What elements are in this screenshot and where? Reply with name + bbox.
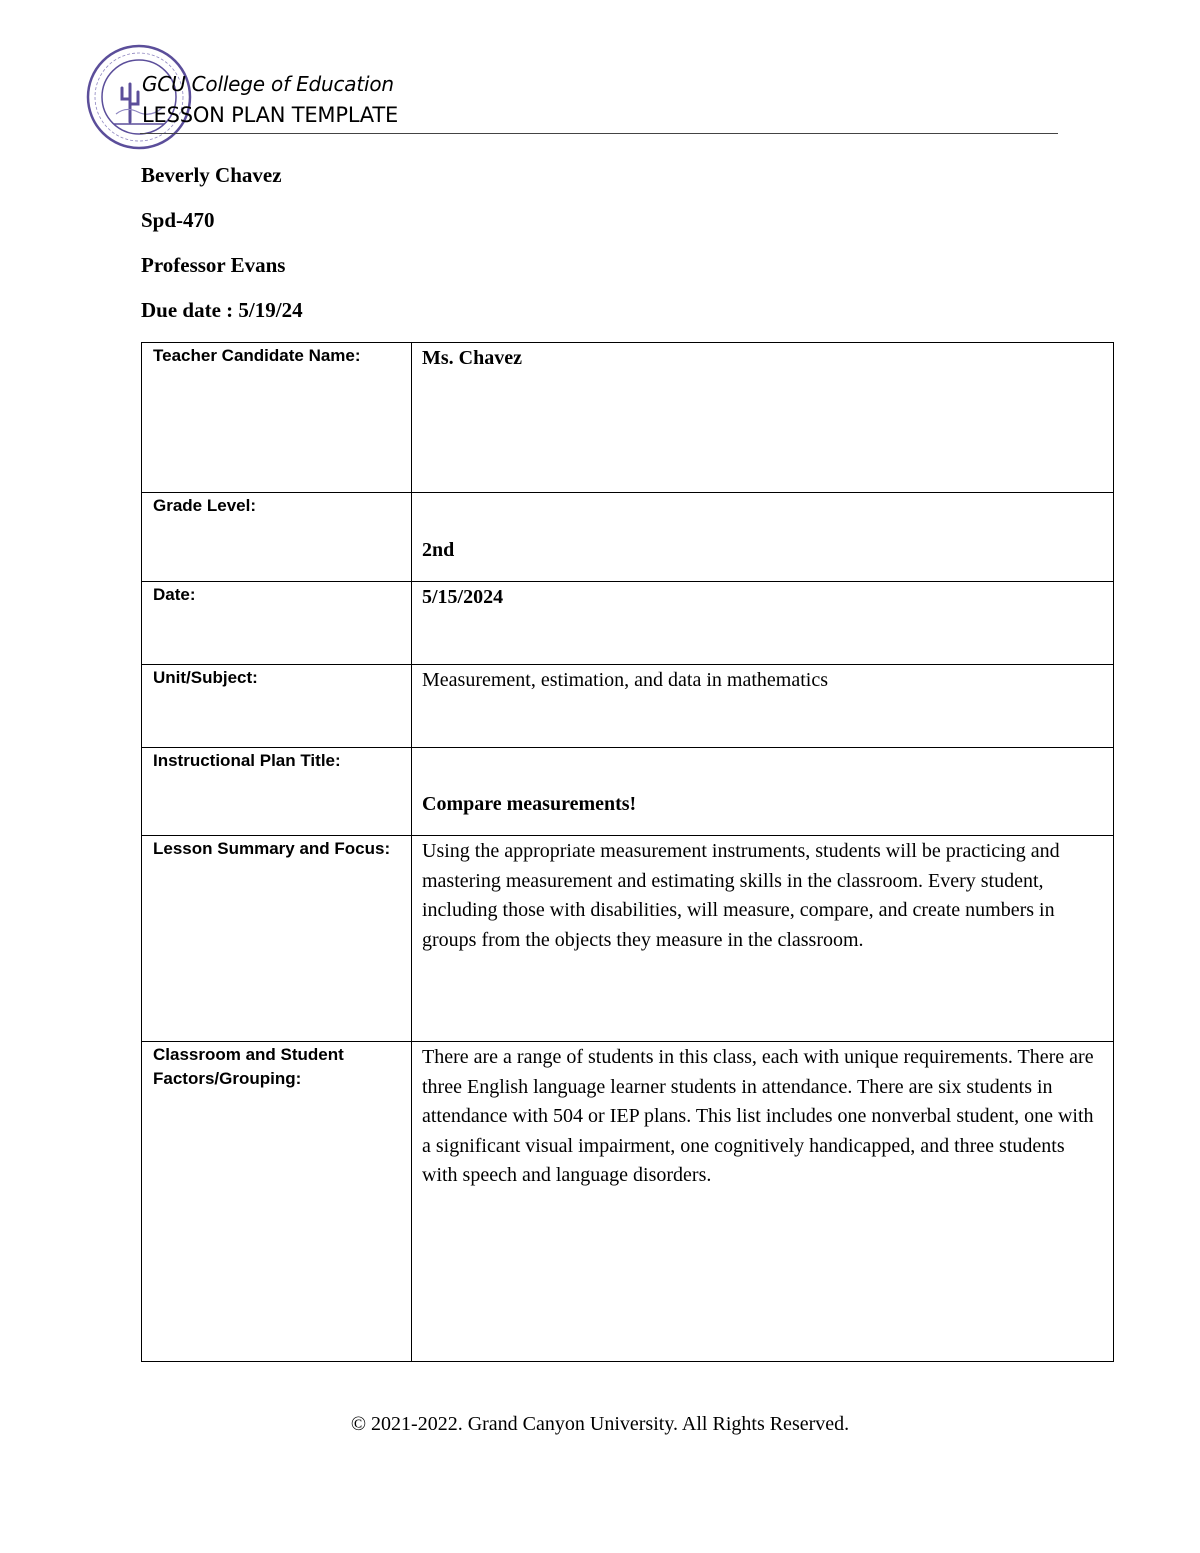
row-value: 2nd [412, 493, 1114, 582]
table-row [142, 836, 1114, 1042]
table-row [142, 493, 1114, 582]
row-label: Classroom and Student Factors/Grouping: [142, 1042, 412, 1362]
header-divider [140, 133, 1058, 134]
table-row [142, 665, 1114, 748]
university-seal-icon [86, 44, 192, 150]
row-label: Date: [142, 582, 412, 665]
row-label: Teacher Candidate Name: [142, 343, 412, 493]
row-label: Instructional Plan Title: [142, 748, 412, 836]
org-name: GCU College of Education [142, 72, 394, 96]
row-value: There are a range of students in this class, each with unique requirements. There are three English language learner students in attendance. There are six students in attendance with 504 or IEP plans. This list includes one nonverbal student, one with a significant visual impairment, one cognitively handicapped, and three students with speech and language disorders. [412, 1042, 1114, 1362]
due-date: Due date : 5/19/24 [141, 298, 303, 322]
table-row [142, 582, 1114, 665]
course-code: Spd-470 [141, 208, 215, 232]
row-value: Ms. Chavez [412, 343, 1114, 493]
lesson-plan-table [141, 342, 1114, 1362]
student-name: Beverly Chavez [141, 163, 282, 187]
document-title: LESSON PLAN TEMPLATE [142, 103, 399, 127]
table-row [142, 343, 1114, 493]
row-value: 5/15/2024 [412, 582, 1114, 665]
row-label: Grade Level: [142, 493, 412, 582]
table-row [142, 1042, 1114, 1362]
row-label: Unit/Subject: [142, 665, 412, 748]
row-label: Lesson Summary and Focus: [142, 836, 412, 1042]
table-row [142, 748, 1114, 836]
row-value: Measurement, estimation, and data in mathematics [412, 665, 1114, 748]
copyright-footer: © 2021-2022. Grand Canyon University. All Rights Reserved. [350, 1413, 850, 1435]
professor-name: Professor Evans [141, 253, 286, 277]
row-value: Using the appropriate measurement instruments, students will be practicing and mastering measurement and estimating skills in the classroom. Every student, including those with disabilities, will measure, compare, and create numbers in groups from the objects they measure in the classroom. [412, 836, 1114, 1042]
row-value: Compare measurements! [412, 748, 1114, 836]
